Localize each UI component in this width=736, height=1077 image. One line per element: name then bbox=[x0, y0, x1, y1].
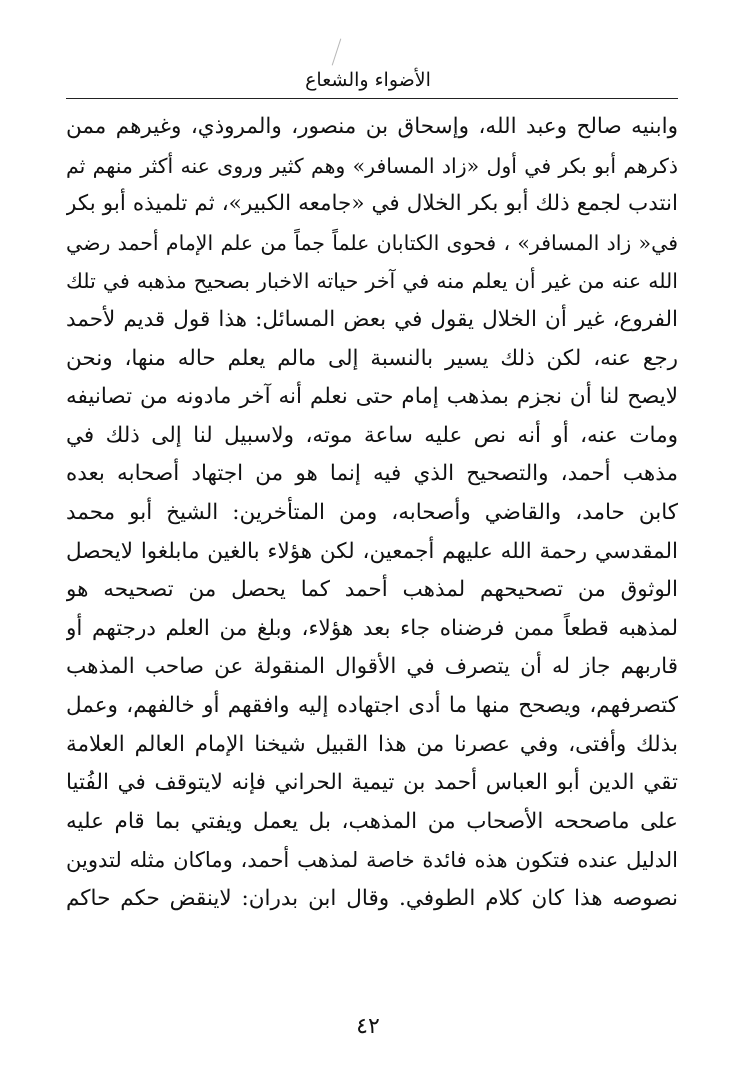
text-line: ذكرهم أبو بكر في أول «زاد المسافر» وهم كثير وروى عنه أكثر منهم ثم bbox=[66, 153, 678, 178]
text-line: لمذهبه قطعاً ممن فرضناه جاء بعد هؤلاء، وبلغ من العلم درجتهم أو bbox=[66, 615, 678, 641]
text-line: رجع عنه، لكن ذلك يسير بالنسبة إلى مالم يعلم حاله منها، ونحن bbox=[66, 345, 678, 371]
text-line: تقي الدين أبو العباس أحمد بن تيمية الحراني فإنه لايتوقف في الفُتيا bbox=[66, 770, 678, 796]
text-line: كتصرفهم، ويصحح منها ما أدى اجتهاده إليه وافقهم أو خالفهم، وعمل bbox=[66, 692, 678, 718]
text-line: الفروع، غير أن الخلال يقول في بعض المسائل: هذا قول قديم لأحمد bbox=[66, 306, 678, 332]
text-line: انتدب لجمع ذلك أبو بكر الخلال في «جامعه الكبير»، ثم تلميذه أبو بكر bbox=[66, 191, 678, 217]
text-line: المقدسي رحمة الله عليهم أجمعين، لكن هؤلاء بالغين مابلغوا لايحصل bbox=[66, 538, 678, 564]
text-line: نصوصه هذا كان كلام الطوفي. وقال ابن بدران: لاينقض حكم حاكم bbox=[66, 885, 678, 911]
text-line: قاربهم جاز له أن يتصرف في الأقوال المنقولة عن صاحب المذهب bbox=[66, 654, 678, 680]
running-head: الأضواء والشعاع bbox=[305, 69, 431, 91]
text-line: مذهب أحمد، والتصحيح الذي فيه إنما هو من اجتهاد أصحابه بعده bbox=[66, 461, 678, 487]
text-line: الدليل عنده فتكون هذه فائدة خاصة لمذهب أحمد، وماكان مثله لتدوين bbox=[66, 848, 678, 873]
text-line: وابنيه صالح وعبد الله، وإسحاق بن منصور، والمروذي، وغيرهم ممن bbox=[66, 114, 678, 139]
text-line: كابن حامد، والقاضي وأصحابه، ومن المتأخرين: الشيخ أبو محمد bbox=[66, 499, 678, 525]
scan-mark bbox=[332, 39, 342, 66]
text-line: بذلك وأفتى، وفي عصرنا من هذا القبيل شيخنا الإمام العالم العلامة bbox=[66, 731, 678, 757]
header-rule bbox=[66, 98, 678, 99]
page-number: ٤٢ bbox=[356, 1014, 380, 1039]
text-line: على ماصححه الأصحاب من المذهب، بل يعمل ويفتي بما قام عليه bbox=[66, 808, 678, 834]
text-line: الله عنه من غير أن يعلم منه في آخر حياته الاخبار بصحيح مذهبه في تلك bbox=[66, 269, 678, 294]
text-line: في« زاد المسافر» ، فحوى الكتابان علماً جماً من علم الإمام أحمد رضي bbox=[66, 230, 678, 255]
text-line: ومات عنه، أو أنه نص عليه ساعة موته، ولاسبيل لنا إلى ذلك في bbox=[66, 422, 678, 448]
text-line: لايصح لنا أن نجزم بمذهب إمام حتى نعلم أنه آخر مادونه من تصانيفه bbox=[66, 384, 678, 410]
body-text bbox=[66, 108, 678, 918]
text-line: الوثوق من تصحيحهم لمذهب أحمد كما يحصل من تصحيحه هو bbox=[66, 577, 678, 603]
